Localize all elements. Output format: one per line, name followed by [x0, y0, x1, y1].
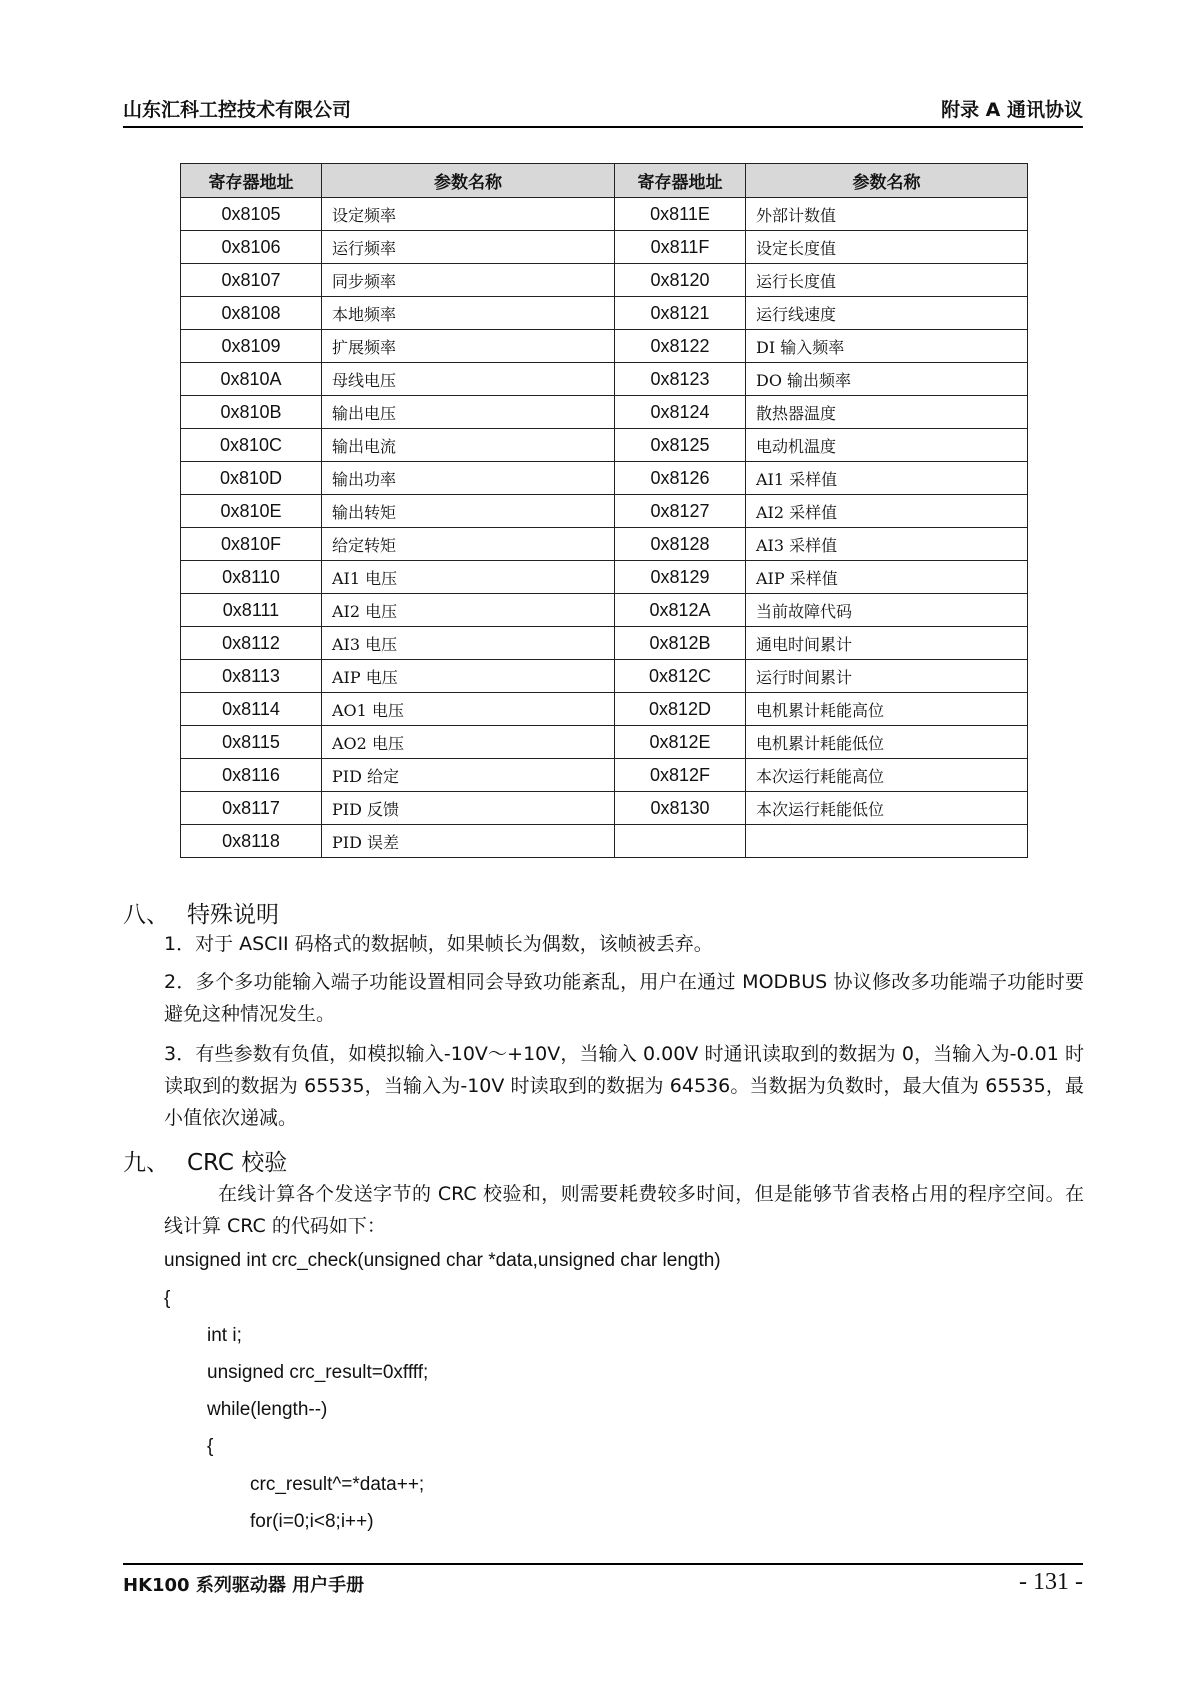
table-row: [181, 264, 1028, 297]
register-address: 0x8112: [181, 627, 322, 660]
code-line: crc_result^=*data++;: [250, 1474, 425, 1495]
parameter-name: 设定长度值: [746, 231, 1028, 264]
header-address-2: 寄存器地址: [615, 164, 746, 198]
table-row: [181, 330, 1028, 363]
register-address: 0x8121: [615, 297, 746, 330]
register-address: 0x8108: [181, 297, 322, 330]
register-address: 0x811E: [615, 198, 746, 231]
table-row: [181, 726, 1028, 759]
parameter-name: 给定转矩: [322, 528, 615, 561]
parameter-name: [746, 825, 1028, 858]
register-address: 0x8116: [181, 759, 322, 792]
code-line: for(i=0;i<8;i++): [250, 1511, 374, 1532]
register-address: 0x810A: [181, 363, 322, 396]
register-address: 0x8118: [181, 825, 322, 858]
table-row: [181, 594, 1028, 627]
register-address: 0x811F: [615, 231, 746, 264]
parameter-name: 运行线速度: [746, 297, 1028, 330]
parameter-name: AIP 电压: [322, 660, 615, 693]
table-row: [181, 627, 1028, 660]
table-header-row: [181, 164, 1028, 198]
register-address: 0x8122: [615, 330, 746, 363]
header-name-1: 参数名称: [322, 164, 615, 198]
parameter-name: 当前故障代码: [746, 594, 1028, 627]
company-name: 山东汇科工控技术有限公司: [123, 99, 352, 121]
parameter-name: 电机累计耗能低位: [746, 726, 1028, 759]
parameter-name: 输出电流: [322, 429, 615, 462]
parameter-name: 外部计数值: [746, 198, 1028, 231]
section-8-number: 八、: [123, 902, 169, 928]
parameter-name: 运行频率: [322, 231, 615, 264]
parameter-name: 散热器温度: [746, 396, 1028, 429]
register-address: 0x8106: [181, 231, 322, 264]
parameter-name: AI2 采样值: [746, 495, 1028, 528]
register-address: 0x810C: [181, 429, 322, 462]
register-address: 0x8115: [181, 726, 322, 759]
table-row: [181, 693, 1028, 726]
register-address: 0x8117: [181, 792, 322, 825]
register-address: 0x812E: [615, 726, 746, 759]
parameter-name: 电机累计耗能高位: [746, 693, 1028, 726]
parameter-name: PID 反馈: [322, 792, 615, 825]
header-name-2: 参数名称: [746, 164, 1028, 198]
register-address: 0x8120: [615, 264, 746, 297]
table-row: [181, 495, 1028, 528]
section-8-title: 特殊说明: [187, 902, 279, 928]
parameter-name: AO1 电压: [322, 693, 615, 726]
register-table: [180, 163, 1028, 858]
table-row: [181, 396, 1028, 429]
parameter-name: 本次运行耗能低位: [746, 792, 1028, 825]
register-address: 0x8123: [615, 363, 746, 396]
parameter-name: 输出功率: [322, 462, 615, 495]
parameter-name: 本地频率: [322, 297, 615, 330]
register-table-body: [181, 198, 1028, 858]
parameter-name: AI1 采样值: [746, 462, 1028, 495]
table-row: [181, 462, 1028, 495]
header-address-1: 寄存器地址: [181, 164, 322, 198]
parameter-name: AI3 采样值: [746, 528, 1028, 561]
register-address: 0x8127: [615, 495, 746, 528]
register-address: 0x8125: [615, 429, 746, 462]
table-row: [181, 198, 1028, 231]
register-address: 0x8130: [615, 792, 746, 825]
register-address: 0x8126: [615, 462, 746, 495]
table-row: [181, 759, 1028, 792]
register-address: 0x8107: [181, 264, 322, 297]
table-row: [181, 363, 1028, 396]
table-row: [181, 660, 1028, 693]
table-row: [181, 561, 1028, 594]
table-row: [181, 429, 1028, 462]
manual-title: HK100 系列驱动器 用户手册: [123, 1575, 365, 1596]
code-line: int i;: [207, 1325, 242, 1346]
register-address: 0x8109: [181, 330, 322, 363]
section-8-item-3: 3．有些参数有负值，如模拟输入-10V～+10V，当输入 0.00V 时通讯读取到的数据为 0，当输入为-0.01 时读取到的数据为 65535，当输入为-10V 时读取到的数据为 64536。当数据为负数时，最大值为 65535，最小值依次递减。: [164, 1043, 1084, 1129]
register-address: 0x810B: [181, 396, 322, 429]
register-address: 0x810E: [181, 495, 322, 528]
parameter-name: PID 误差: [322, 825, 615, 858]
table-row: [181, 825, 1028, 858]
chapter-title: 附录 A 通讯协议: [941, 99, 1083, 121]
page-header: [123, 96, 1083, 128]
parameter-name: AIP 采样值: [746, 561, 1028, 594]
parameter-name: PID 给定: [322, 759, 615, 792]
register-address: 0x812C: [615, 660, 746, 693]
parameter-name: 扩展频率: [322, 330, 615, 363]
register-address: 0x8111: [181, 594, 322, 627]
section-8-heading: [123, 896, 279, 929]
table-row: [181, 528, 1028, 561]
register-address: 0x812B: [615, 627, 746, 660]
register-address: 0x8129: [615, 561, 746, 594]
register-address: 0x812A: [615, 594, 746, 627]
code-line: unsigned int crc_check(unsigned char *data,unsigned char length): [164, 1250, 721, 1271]
section-9-title: CRC 校验: [187, 1150, 288, 1176]
table-row: [181, 231, 1028, 264]
page-footer: [123, 1563, 1083, 1605]
parameter-name: AI1 电压: [322, 561, 615, 594]
parameter-name: 通电时间累计: [746, 627, 1028, 660]
parameter-name: DI 输入频率: [746, 330, 1028, 363]
section-9-intro: 在线计算各个发送字节的 CRC 校验和，则需要耗费较多时间，但是能够节省表格占用的程序空间。在线计算 CRC 的代码如下：: [164, 1183, 1084, 1237]
table-row: [181, 792, 1028, 825]
parameter-name: 运行长度值: [746, 264, 1028, 297]
parameter-name: 输出电压: [322, 396, 615, 429]
register-address: 0x8113: [181, 660, 322, 693]
table-row: [181, 297, 1028, 330]
code-line: {: [164, 1288, 171, 1309]
section-9-number: 九、: [123, 1150, 169, 1176]
register-address: 0x810D: [181, 462, 322, 495]
register-address: [615, 825, 746, 858]
code-line: {: [207, 1436, 214, 1457]
parameter-name: 运行时间累计: [746, 660, 1028, 693]
section-9-heading: [123, 1144, 287, 1177]
parameter-name: 设定频率: [322, 198, 615, 231]
register-address: 0x8105: [181, 198, 322, 231]
register-address: 0x812D: [615, 693, 746, 726]
parameter-name: 输出转矩: [322, 495, 615, 528]
register-address: 0x8110: [181, 561, 322, 594]
register-address: 0x812F: [615, 759, 746, 792]
register-address: 0x810F: [181, 528, 322, 561]
parameter-name: AI3 电压: [322, 627, 615, 660]
parameter-name: 同步频率: [322, 264, 615, 297]
parameter-name: AI2 电压: [322, 594, 615, 627]
section-8-item-2: 2．多个多功能输入端子功能设置相同会导致功能紊乱，用户在通过 MODBUS 协议修改多功能端子功能时要避免这种情况发生。: [164, 971, 1084, 1025]
register-address: 0x8114: [181, 693, 322, 726]
parameter-name: 本次运行耗能高位: [746, 759, 1028, 792]
register-address: 0x8128: [615, 528, 746, 561]
parameter-name: AO2 电压: [322, 726, 615, 759]
parameter-name: DO 输出频率: [746, 363, 1028, 396]
code-line: while(length--): [207, 1399, 328, 1420]
page-number: - 131 -: [1019, 1569, 1083, 1595]
parameter-name: 电动机温度: [746, 429, 1028, 462]
code-line: unsigned crc_result=0xffff;: [207, 1362, 429, 1383]
section-8-item-1: 1．对于 ASCII 码格式的数据帧，如果帧长为偶数，该帧被丢弃。: [164, 933, 713, 955]
parameter-name: 母线电压: [322, 363, 615, 396]
register-address: 0x8124: [615, 396, 746, 429]
